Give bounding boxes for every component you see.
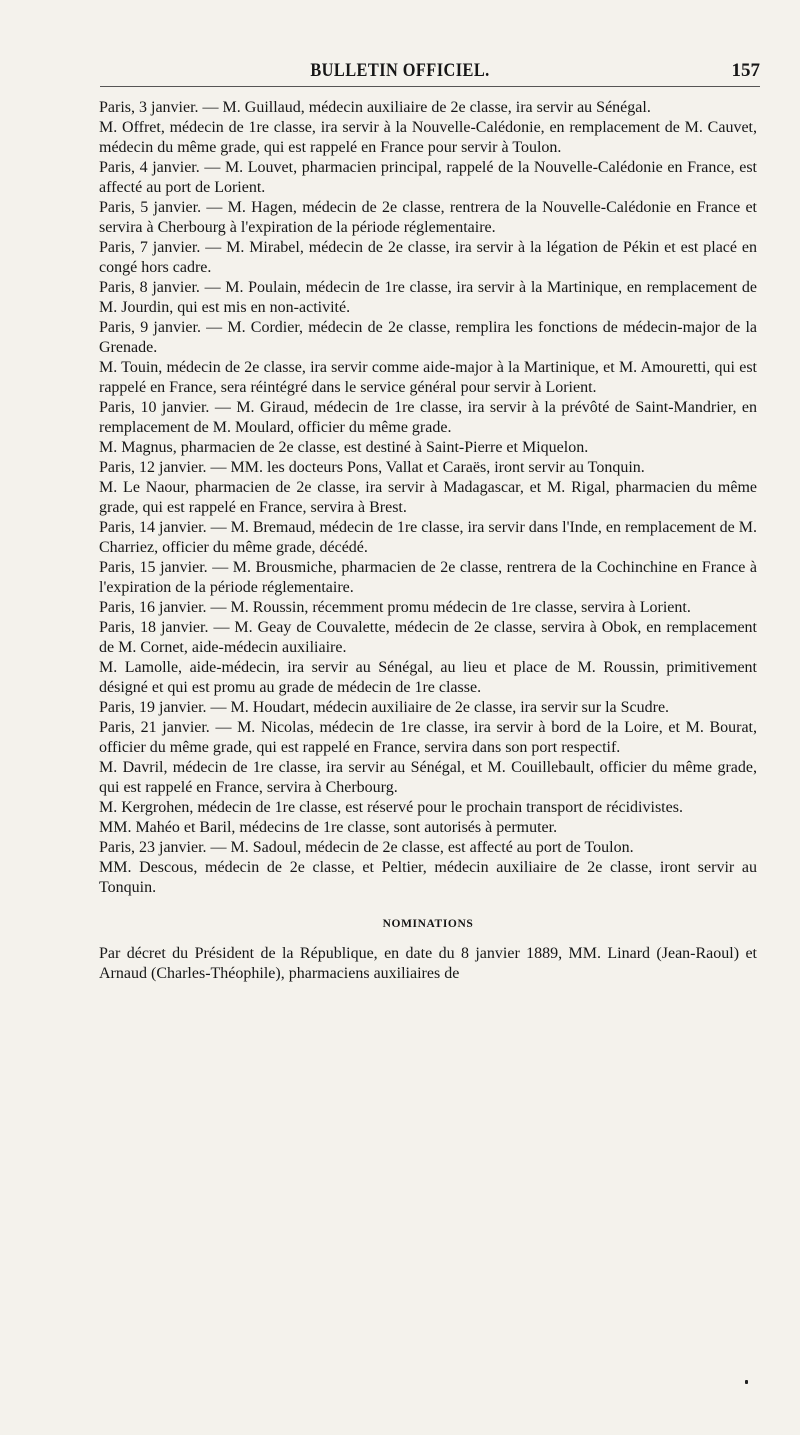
paragraph: MM. Mahéo et Baril, médecins de 1re classe, sont autorisés à permuter. bbox=[99, 819, 558, 836]
paragraph: Paris, 16 janvier. — M. Roussin, récemment promu médecin de 1re classe, servira à Lorient. bbox=[99, 599, 691, 616]
paragraph: Paris, 23 janvier. — M. Sadoul, médecin de 2e classe, est affecté au port de Toulon. bbox=[99, 839, 634, 856]
header-rule bbox=[100, 86, 760, 87]
paragraph: M. Le Naour, pharmacien de 2e classe, ira servir à Madagascar, et M. Rigal, pharmacien du même grade, qui est rappelé en France, servira à Brest. bbox=[99, 479, 757, 516]
paragraph: Paris, 5 janvier. — M. Hagen, médecin de 2e classe, rentrera de la Nouvelle-Calédonie en France et servira à Cherbourg à l'expiration de la période réglementaire. bbox=[99, 199, 757, 236]
paragraph: M. Kergrohen, médecin de 1re classe, est réservé pour le prochain transport de récidivistes. bbox=[99, 799, 683, 816]
paragraph: M. Lamolle, aide-médecin, ira servir au Sénégal, au lieu et place de M. Roussin, primitivement désigné et qui est promu au grade de médecin de 1re classe. bbox=[99, 659, 757, 696]
paragraph: Paris, 14 janvier. — M. Bremaud, médecin de 1re classe, ira servir dans l'Inde, en remplacement de M. Charriez, officier du même grade, décédé. bbox=[99, 519, 757, 556]
paragraph: Paris, 3 janvier. — M. Guillaud, médecin auxiliaire de 2e classe, ira servir au Sénégal. bbox=[99, 99, 651, 116]
paragraph: Paris, 10 janvier. — M. Giraud, médecin de 1re classe, ira servir à la prévôté de Saint-Mandrier, en remplacement de M. Moulard, officier du même grade. bbox=[99, 399, 757, 436]
paragraph: Paris, 4 janvier. — M. Louvet, pharmacien principal, rappelé de la Nouvelle-Calédonie en France, est affecté au port de Lorient. bbox=[99, 159, 757, 196]
paragraph: M. Touin, médecin de 2e classe, ira servir comme aide-major à la Martinique, et M. Amouretti, qui est rappelé en France, sera réintégré dans le service général pour servir à Lorient. bbox=[99, 359, 757, 396]
section-title: NOMINATIONS bbox=[382, 918, 474, 930]
paragraph: Paris, 9 janvier. — M. Cordier, médecin de 2e classe, remplira les fonctions de médecin-major de la Grenade. bbox=[99, 319, 757, 356]
running-title: BULLETIN OFFICIEL. bbox=[310, 60, 490, 81]
paragraph: Paris, 18 janvier. — M. Geay de Couvalette, médecin de 2e classe, servira à Obok, en remplacement de M. Cornet, aide-médecin auxiliaire. bbox=[99, 619, 757, 656]
paragraph: Paris, 7 janvier. — M. Mirabel, médecin de 2e classe, ira servir à la légation de Pékin et est placé en congé hors cadre. bbox=[99, 239, 757, 276]
page-number: 157 bbox=[731, 60, 760, 81]
page-header bbox=[0, 46, 800, 86]
paragraph: M. Offret, médecin de 1re classe, ira servir à la Nouvelle-Calédonie, en remplacement de M. Cauvet, médecin du même grade, qui est rappelé en France pour servir à Toulon. bbox=[99, 119, 757, 156]
paragraph: MM. Descous, médecin de 2e classe, et Peltier, médecin auxiliaire de 2e classe, iront servir au Tonquin. bbox=[99, 859, 757, 896]
paragraph: M. Davril, médecin de 1re classe, ira servir au Sénégal, et M. Couillebault, officier du même grade, qui est rappelé en France, servira à Cherbourg. bbox=[99, 759, 757, 796]
paragraph: M. Magnus, pharmacien de 2e classe, est destiné à Saint-Pierre et Miquelon. bbox=[99, 439, 589, 456]
paragraph: Paris, 8 janvier. — M. Poulain, médecin de 1re classe, ira servir à la Martinique, en remplacement de M. Jourdin, qui est mis en non-activité. bbox=[99, 279, 757, 316]
paragraph: Paris, 15 janvier. — M. Brousmiche, pharmacien de 2e classe, rentrera de la Cochinchine en France à l'expiration de la période réglementaire. bbox=[99, 559, 757, 596]
print-mark bbox=[745, 1380, 748, 1384]
paragraph: Paris, 12 janvier. — MM. les docteurs Pons, Vallat et Caraës, iront servir au Tonquin. bbox=[99, 459, 645, 476]
paragraph: Par décret du Président de la République, en date du 8 janvier 1889, MM. Linard (Jean-Raoul) et Arnaud (Charles-Théophile), pharmaciens auxiliaires de bbox=[99, 945, 757, 982]
paragraph: Paris, 21 janvier. — M. Nicolas, médecin de 1re classe, ira servir à bord de la Loire, et M. Bourat, officier du même grade, qui est rappelé en France, servira dans son port respectif. bbox=[99, 719, 757, 756]
paragraph: Paris, 19 janvier. — M. Houdart, médecin auxiliaire de 2e classe, ira servir sur la Scudre. bbox=[99, 699, 670, 716]
article-body bbox=[99, 98, 757, 984]
